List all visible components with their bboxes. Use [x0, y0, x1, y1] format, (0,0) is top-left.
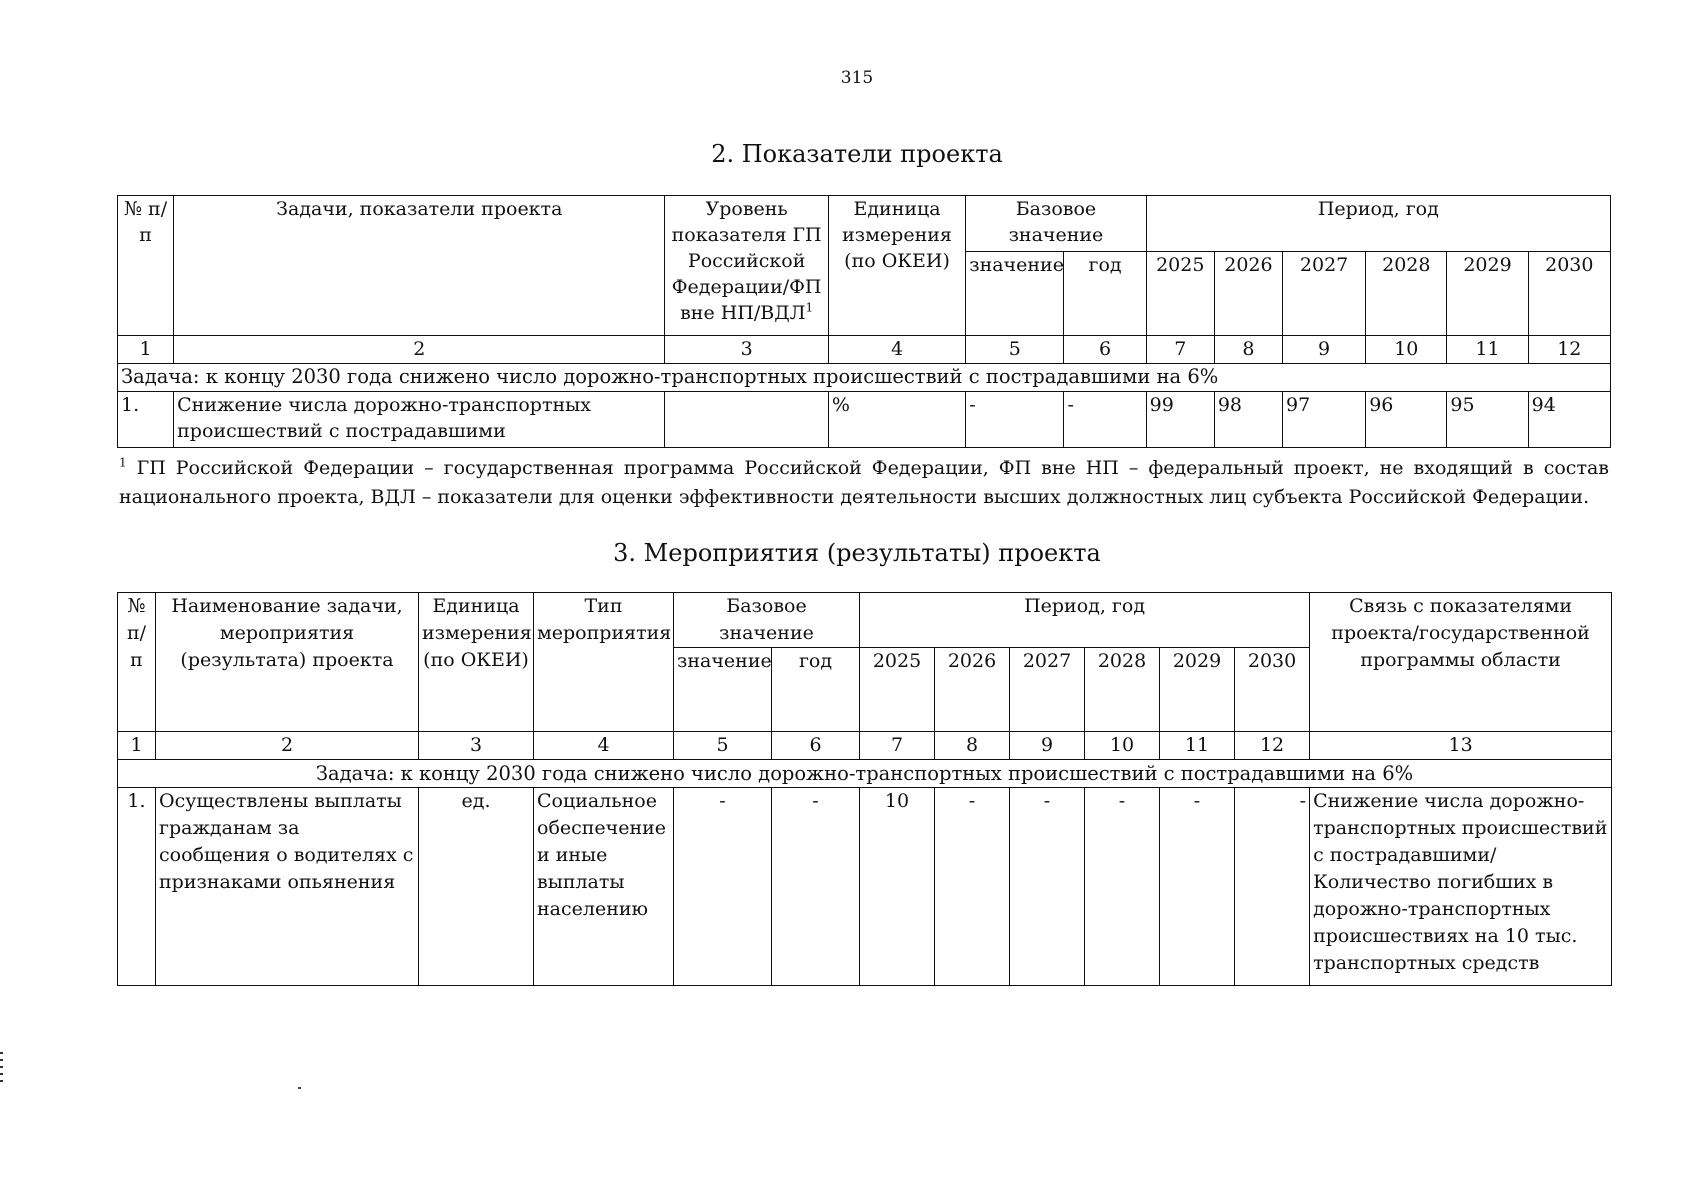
table-row — [118, 788, 1612, 986]
column-number: 5 — [966, 336, 1064, 364]
header-unit: Единица измерения (по ОКЕИ) — [828, 196, 965, 336]
column-number: 9 — [1010, 732, 1085, 760]
header-year: 2025 — [1146, 252, 1214, 336]
column-number: 2 — [174, 336, 665, 364]
row-value: 99 — [1146, 392, 1214, 448]
row-base-year: - — [772, 788, 860, 986]
header-name: Наименование задачи, мероприятия (результата) проекта — [156, 593, 419, 732]
scan-margin-marks — [0, 1052, 4, 1087]
column-number: 4 — [828, 336, 965, 364]
header-level — [665, 196, 828, 336]
header-year: 2028 — [1085, 648, 1160, 732]
header-year: 2026 — [1214, 252, 1282, 336]
column-numbers-row — [118, 732, 1612, 760]
row-num: 1. — [118, 392, 174, 448]
header-num: № п/п — [118, 196, 174, 336]
table-row — [118, 392, 1611, 448]
footnote — [119, 454, 1609, 512]
page-number: 315 — [840, 68, 874, 88]
column-number: 12 — [1235, 732, 1310, 760]
column-number: 3 — [665, 336, 828, 364]
header-base-year: год — [1064, 252, 1146, 336]
row-value: 10 — [860, 788, 935, 986]
row-value: 97 — [1283, 392, 1366, 448]
column-number: 11 — [1447, 336, 1528, 364]
row-unit: % — [828, 392, 965, 448]
row-value: 98 — [1214, 392, 1282, 448]
row-name: Снижение числа дорожно-транспортных происшествий с пострадавшими — [174, 392, 665, 448]
header-period: Период, год — [1146, 196, 1610, 252]
header-unit: Единица измерения (по ОКЕИ) — [419, 593, 534, 732]
header-year: 2030 — [1528, 252, 1610, 336]
footnote-text: ГП Российской Федерации – государственная программа Российской Федерации, ФП вне НП – федеральный проект, не входящий в состав национального проекта, ВДЛ – показатели для оценки эффективности деятельности высших должностных лиц субъекта Российской Федерации. — [119, 457, 1609, 508]
header-link: Связь с показателями проекта/государственной программы области — [1310, 593, 1612, 732]
section-2-title: 2. Показатели проекта — [711, 140, 1003, 168]
header-level-text: Уровень показателя ГП Российской Федерации/ФП вне НП/ВДЛ — [671, 198, 822, 324]
header-year: 2030 — [1235, 648, 1310, 732]
column-number: 4 — [534, 732, 674, 760]
header-year: 2027 — [1283, 252, 1366, 336]
task-row: Задача: к концу 2030 года снижено число дорожно-транспортных происшествий с пострадавшими на 6% — [118, 760, 1612, 788]
header-num: № п/п — [118, 593, 156, 732]
row-num: 1. — [118, 788, 156, 986]
column-number: 12 — [1528, 336, 1610, 364]
column-number: 8 — [1214, 336, 1282, 364]
row-name: Осуществлены выплаты гражданам за сообщения о водителях с признаками опьянения — [156, 788, 419, 986]
column-number: 5 — [674, 732, 772, 760]
column-numbers-row — [118, 336, 1611, 364]
row-value: 95 — [1447, 392, 1528, 448]
header-base: Базовое значение — [966, 196, 1146, 252]
header-base-value: значение — [674, 648, 772, 732]
row-value: 96 — [1366, 392, 1447, 448]
column-number: 6 — [1064, 336, 1146, 364]
header-year: 2025 — [860, 648, 935, 732]
column-number: 1 — [118, 336, 174, 364]
row-base-value: - — [966, 392, 1064, 448]
section-3-title: 3. Мероприятия (результаты) проекта — [613, 539, 1101, 567]
row-unit: ед. — [419, 788, 534, 986]
column-number: 7 — [860, 732, 935, 760]
activities-table — [117, 592, 1612, 986]
row-level — [665, 392, 828, 448]
column-number: 7 — [1146, 336, 1214, 364]
row-value: 94 — [1528, 392, 1610, 448]
header-period: Период, год — [860, 593, 1310, 648]
row-link: Снижение числа дорожно-транспортных происшествий с пострадавшими/Количество погибших в дорожно-транспортных происшествиях на 10 тыс. транспортных средств — [1310, 788, 1612, 986]
header-year: 2029 — [1160, 648, 1235, 732]
column-number: 11 — [1160, 732, 1235, 760]
row-value: - — [935, 788, 1010, 986]
header-year: 2028 — [1366, 252, 1447, 336]
header-tasks: Задачи, показатели проекта — [174, 196, 665, 336]
column-number: 1 — [118, 732, 156, 760]
row-value: - — [1160, 788, 1235, 986]
column-number: 9 — [1283, 336, 1366, 364]
header-year: 2027 — [1010, 648, 1085, 732]
header-year: 2029 — [1447, 252, 1528, 336]
column-number: 10 — [1085, 732, 1160, 760]
task-row: Задача: к концу 2030 года снижено число дорожно-транспортных происшествий с пострадавшими на 6% — [118, 364, 1611, 392]
row-base-year: - — [1064, 392, 1146, 448]
header-type: Тип мероприятия — [534, 593, 674, 732]
column-number: 2 — [156, 732, 419, 760]
column-number: 6 — [772, 732, 860, 760]
footnote-marker: 1 — [119, 455, 127, 470]
column-number: 13 — [1310, 732, 1612, 760]
footnote-marker: 1 — [805, 300, 814, 315]
row-base-value: - — [674, 788, 772, 986]
row-value: - — [1085, 788, 1160, 986]
row-value: - — [1235, 788, 1310, 986]
scan-dot — [298, 1087, 301, 1089]
row-type: Социальное обеспечение и иные выплаты населению — [534, 788, 674, 986]
header-base-value: значение — [966, 252, 1064, 336]
column-number: 10 — [1366, 336, 1447, 364]
column-number: 8 — [935, 732, 1010, 760]
row-value: - — [1010, 788, 1085, 986]
header-year: 2026 — [935, 648, 1010, 732]
column-number: 3 — [419, 732, 534, 760]
indicators-table — [117, 195, 1611, 448]
header-base-year: год — [772, 648, 860, 732]
header-base: Базовое значение — [674, 593, 860, 648]
